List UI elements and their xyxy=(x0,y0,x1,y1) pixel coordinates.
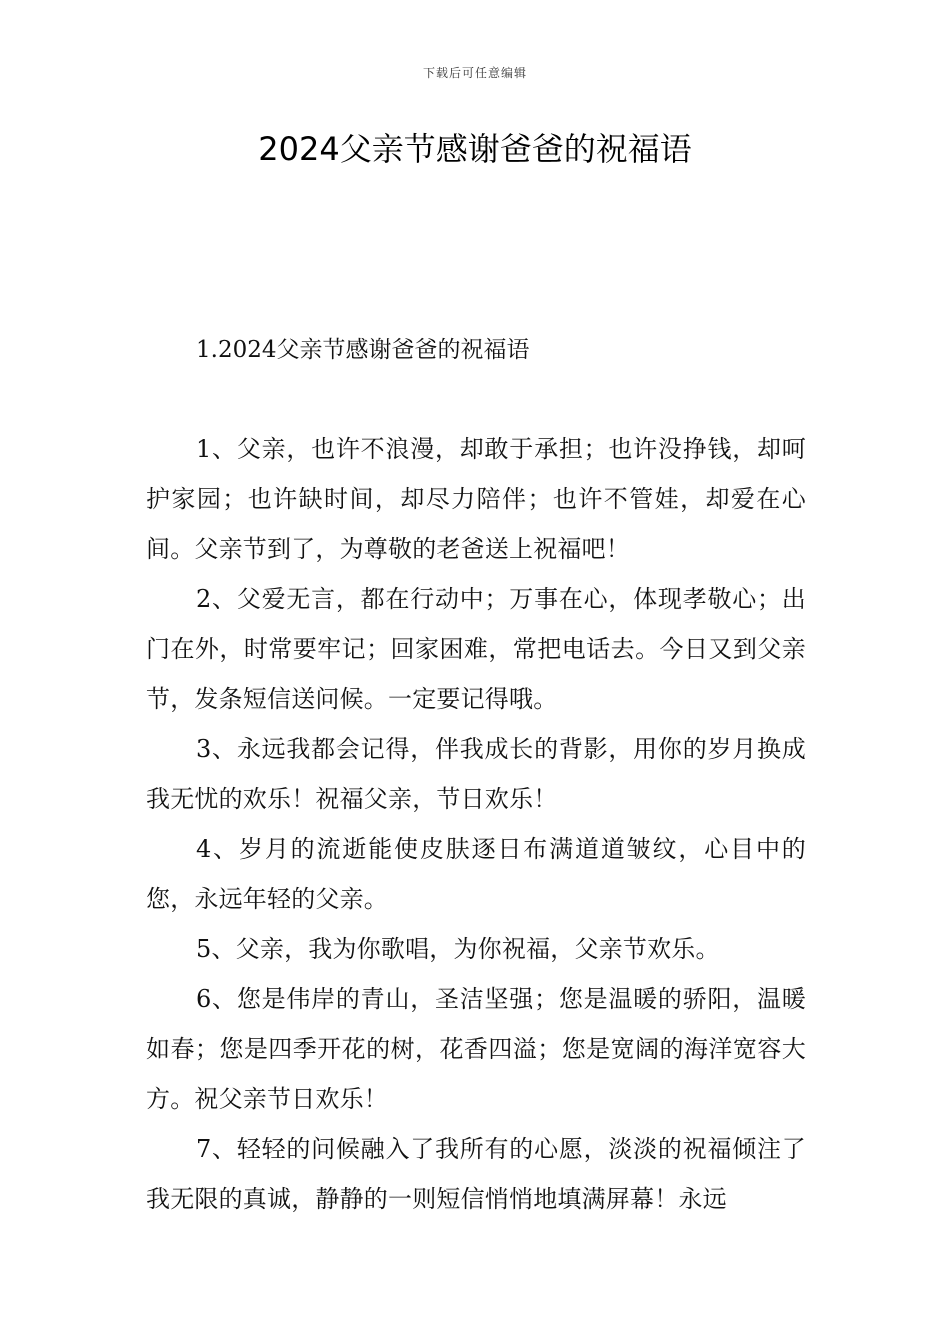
paragraph-2: 2、父爱无言，都在行动中；万事在心，体现孝敬心；出门在外，时常要牢记；回家困难，常把电话去。今日又到父亲节，发条短信送问候。一定要记得哦。 xyxy=(146,585,806,713)
paragraph-6: 6、您是伟岸的青山，圣洁坚强；您是温暖的骄阳，温暖如春；您是四季开花的树，花香四溢；您是宽阔的海洋宽容大方。祝父亲节日欢乐！ xyxy=(146,985,806,1113)
paragraph-5: 5、父亲，我为你歌唱，为你祝福，父亲节欢乐。 xyxy=(196,935,720,963)
paragraph-7: 7、轻轻的问候融入了我所有的心愿，淡淡的祝福倾注了我无限的真诚，静静的一则短信悄悄地填满屏幕！永远 xyxy=(146,1135,806,1213)
paragraph-3: 3、永远我都会记得，伴我成长的背影，用你的岁月换成我无忧的欢乐！祝福父亲，节日欢乐！ xyxy=(146,735,806,813)
paragraph-1: 1、父亲，也许不浪漫，却敢于承担；也许没挣钱，却呵护家园；也许缺时间，却尽力陪伴；也许不管娃，却爱在心间。父亲节到了，为尊敬的老爸送上祝福吧！ xyxy=(146,435,806,563)
paragraph-4: 4、岁月的流逝能使皮肤逐日布满道道皱纹，心目中的您，永远年轻的父亲。 xyxy=(146,835,806,913)
document-body xyxy=(146,424,806,1224)
document-title: 2024父亲节感谢爸爸的祝福语 xyxy=(258,130,692,168)
header-note: 下载后可任意编辑 xyxy=(422,66,527,80)
section-heading: 1.2024父亲节感谢爸爸的祝福语 xyxy=(196,337,530,363)
